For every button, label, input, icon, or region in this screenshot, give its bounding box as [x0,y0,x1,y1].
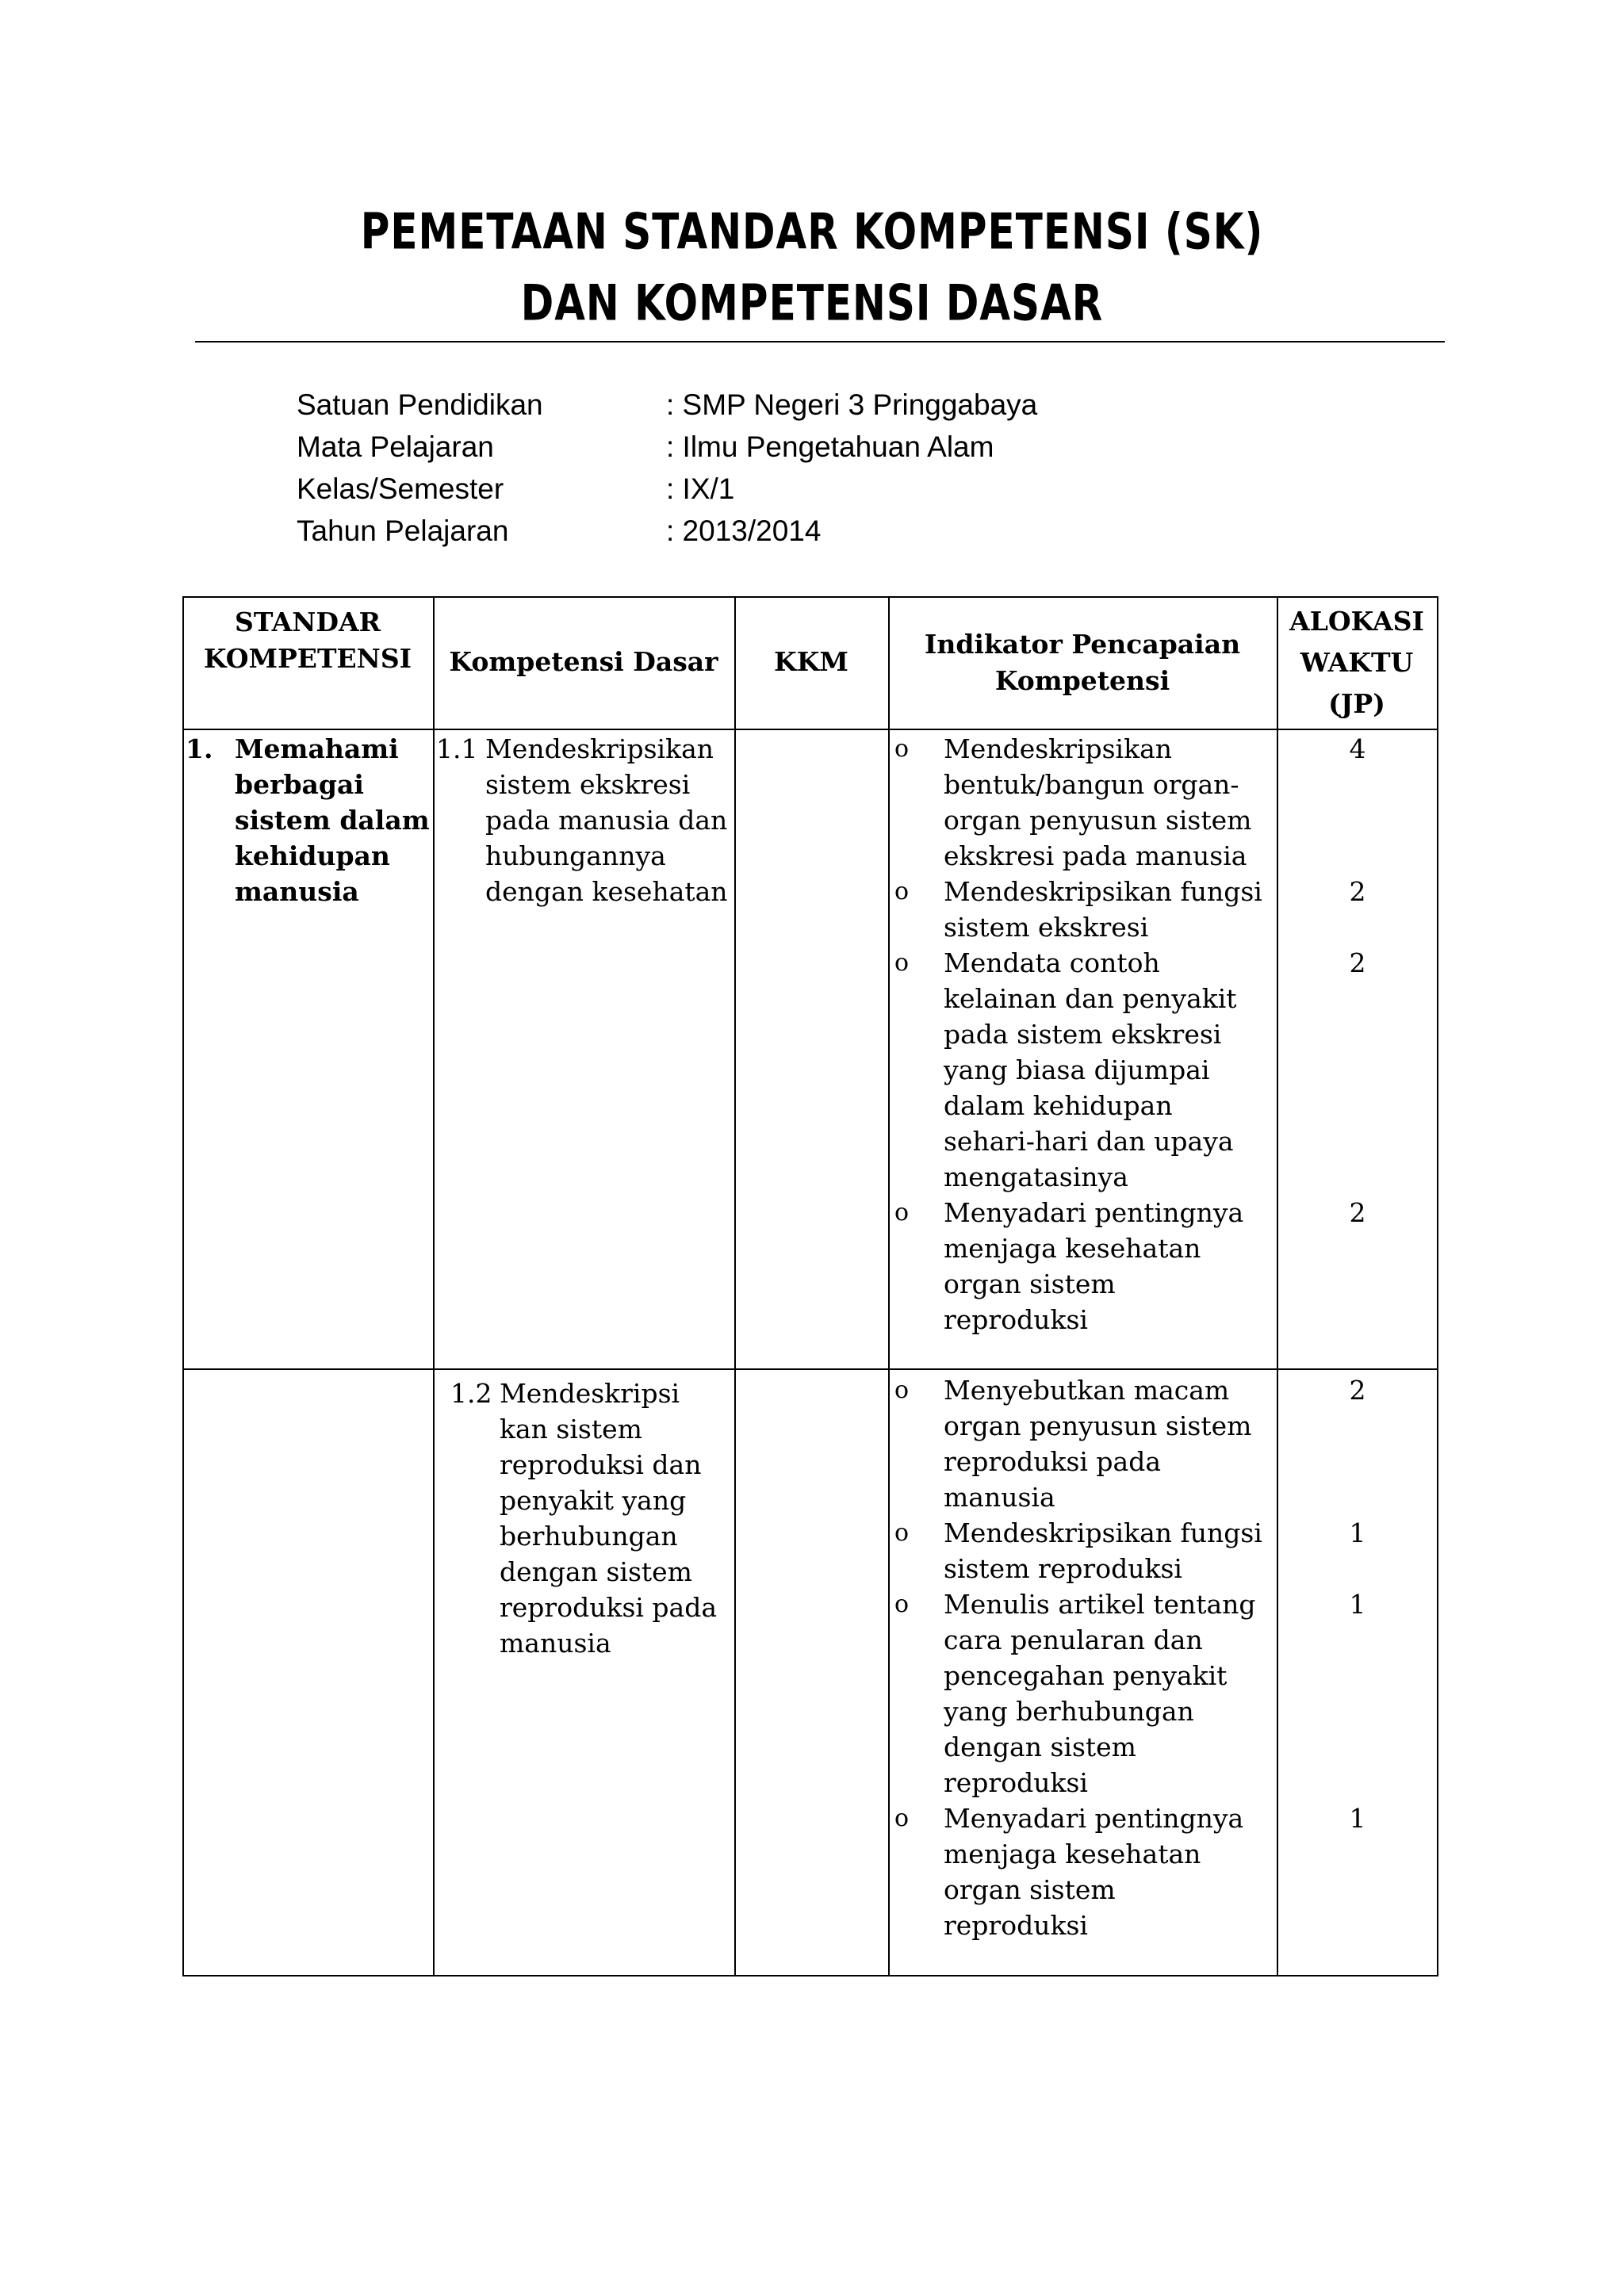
indicator-bullet: o [894,1519,910,1547]
info-row-mata-pelajaran [297,426,1037,468]
jp-value: 2 [1349,876,1366,907]
jp-value: 1 [1349,1803,1366,1834]
indicator-text: Menyebutkan macam organ penyusun sistem reproduksi pada manusia [944,1375,1252,1513]
indicator-text: Mendata contoh kelainan dan penyakit pada sistem ekskresi yang biasa dijumpai dalam kehidupan sehari-hari dan upaya mengatasinya [944,947,1237,1192]
document-title-line-1: PEMETAAN STANDAR KOMPETENSI (SK) [360,203,1264,261]
table-column-divider [734,596,736,1976]
info-label: Satuan Pendidikan [297,388,543,421]
info-value: : 2013/2014 [666,515,822,547]
table-border-top [182,596,1438,598]
header-indikator: Indikator Pencapaian Kompetensi [924,629,1241,696]
table-border-left [182,596,184,1976]
info-label: Kelas/Semester [297,473,504,505]
title-divider [195,341,1445,342]
sk-number: 1. [186,733,213,764]
jp-value: 2 [1349,1375,1366,1406]
info-label: Tahun Pelajaran [297,515,509,547]
indicator-bullet: o [894,1804,910,1832]
info-block [297,384,1037,552]
indicator-bullet: o [894,878,910,905]
table-border-bottom [182,1975,1438,1976]
indicator-bullet: o [894,735,910,763]
jp-value: 2 [1349,1197,1366,1228]
header-kompetensi-dasar: Kompetensi Dasar [449,646,718,677]
indicator-text: Mendeskripsikan fungsi sistem ekskresi [944,876,1262,943]
info-value: : SMP Negeri 3 Pringgabaya [666,388,1038,421]
kd-number: 1.1 [436,733,478,764]
competency-table [182,596,1438,1976]
kd-number: 1.2 [450,1378,492,1409]
indicator-text: Menulis artikel tentang cara penularan dan pencegahan penyakit yang berhubungan dengan sistem reproduksi [944,1589,1256,1798]
sk-text: Memahami berbagai sistem dalam kehidupan manusia [235,733,430,907]
row-divider [182,1368,1438,1370]
header-alokasi-waktu: ALOKASI WAKTU (JP) [1289,606,1424,719]
document-title-line-2: DAN KOMPETENSI DASAR [520,274,1104,332]
info-label: Mata Pelajaran [297,430,494,463]
indicator-bullet: o [894,1199,910,1226]
kd-text: Mendeskripsi kan sistem reproduksi dan penyakit yang berhubungan dengan sistem reproduksi pada manusia [500,1378,718,1659]
indicator-bullet: o [894,1376,910,1404]
table-column-divider [433,596,435,1976]
indicator-bullet: o [894,949,910,977]
indicator-text: Mendeskripsikan bentuk/bangun organ- organ penyusun sistem ekskresi pada manusia [944,733,1252,871]
indicator-text: Menyadari pentingnya menjaga kesehatan organ sistem reproduksi [944,1803,1244,1941]
indicator-text: Menyadari pentingnya menjaga kesehatan organ sistem reproduksi [944,1197,1244,1335]
table-column-divider [1277,596,1278,1976]
info-value: : Ilmu Pengetahuan Alam [666,430,994,463]
jp-value: 1 [1349,1517,1366,1548]
info-row-kelas-semester [297,468,1037,510]
info-row-satuan-pendidikan [297,384,1037,426]
header-standar-kompetensi: STANDAR KOMPETENSI [203,607,412,674]
indicator-bullet: o [894,1590,910,1618]
jp-value: 2 [1349,947,1366,978]
jp-value: 4 [1349,733,1366,764]
table-border-right [1437,596,1438,1976]
info-row-tahun-pelajaran [297,510,1037,552]
header-kkm: KKM [774,646,848,677]
header-divider [182,729,1438,730]
kd-text: Mendeskripsikan sistem ekskresi pada manusia dan hubungannya dengan kesehatan [485,733,728,907]
table-column-divider [888,596,890,1976]
indicator-text: Mendeskripsikan fungsi sistem reproduksi [944,1517,1262,1584]
jp-value: 1 [1349,1589,1366,1620]
info-value: : IX/1 [666,473,735,505]
